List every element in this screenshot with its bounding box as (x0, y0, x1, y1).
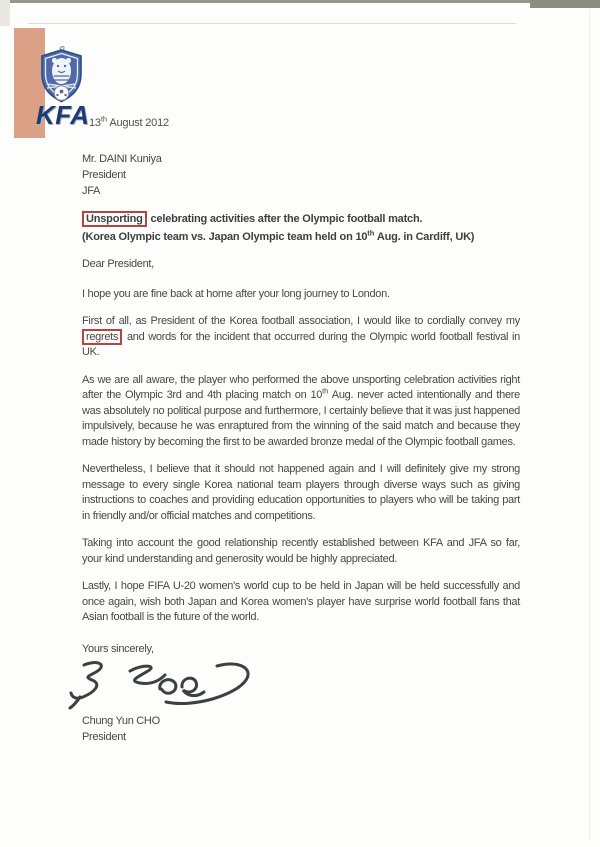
subject-line-2-before: (Korea Olympic team vs. Japan Olympic team held on 10 (82, 231, 368, 243)
signer-title: President (82, 731, 126, 743)
subject-block (82, 210, 520, 246)
paragraph-explanation-sup: th (322, 386, 329, 396)
paragraph-greeting: I hope you are fine back at home after your long journey to London. (82, 287, 390, 300)
subject-line-1 (82, 210, 520, 228)
valediction: Yours sincerely, (82, 642, 154, 655)
subject-line-2-sup: th (367, 228, 375, 238)
paragraph-commitment: Nevertheless, I believe that it should not happened again and I will definitely give my strong message to every single Korea national team players through diverse ways such as giving instructions to coaches and providing education opportunities to players who will be taking part in friendly and/or official matches and competitions. (82, 463, 520, 522)
paragraph-explanation-before: As we are all aware, the player who performed the above unsporting celebration activities right after the Olympic 3rd and 4th placing match on 10 (82, 373, 520, 401)
paragraph-wishes: Lastly, I hope FIFA U-20 women's world cup to be held in Japan will be held successfully and once again, wish both Japan and Korea women's player have surprise world football fans that Asian football is the future of the world. (82, 580, 520, 623)
letter-body (82, 151, 520, 745)
signer-name: Chung Yun CHO (82, 715, 160, 727)
handwritten-signature-icon (68, 659, 263, 711)
paragraph-explanation (82, 373, 520, 451)
paragraph-regrets-before: First of all, as President of the Korea football association, I would like to cordially convey my (82, 315, 520, 327)
scan-fold-line (28, 23, 516, 24)
paragraph-regrets-after: and words for the incident that occurred during the Olympic world football festival in UK. (82, 330, 520, 358)
paragraph-explanation-after: Aug. never acted intentionally and there was absolutely no political purpose and furthermore, I certainly believe that it was just happened impulsively, because he was enraptured from the winning of the said match and because they made history by becoming the first to be awarded bronze medal of the Olympic football games. (82, 389, 520, 448)
kfa-wordmark: KFA (36, 100, 90, 130)
recipient-name: Mr. DAINI Kuniya (82, 153, 162, 165)
letter-date (89, 114, 169, 129)
kfa-tiger-crest-icon (38, 44, 85, 103)
date-day: 13 (89, 117, 101, 129)
red-highlight-box-regrets: regrets (82, 329, 122, 345)
scan-top-right-edge (530, 0, 600, 8)
recipient-org: JFA (82, 185, 101, 197)
recipient-block (82, 151, 520, 199)
subject-line-2-after: Aug. in Cardiff, UK) (374, 231, 475, 243)
date-rest: August 2012 (107, 117, 169, 129)
scan-left-corner (0, 0, 10, 26)
date-ordinal: th (100, 114, 108, 124)
scan-right-edge-line (589, 10, 590, 840)
paragraph-regrets (82, 314, 520, 361)
subject-line-1-rest: celebrating activities after the Olympic football match. (147, 213, 423, 225)
recipient-title: President (82, 169, 126, 181)
scan-top-edge (0, 0, 600, 3)
salutation: Dear President, (82, 258, 154, 270)
red-highlight-box-unsporting: Unsporting (82, 211, 147, 227)
subject-line-2 (82, 228, 520, 246)
paragraph-relationship: Taking into account the good relationship recently established between KFA and JFA so far, your kind understanding and generosity would be highly appreciated. (82, 537, 520, 565)
signature-block (68, 659, 520, 711)
